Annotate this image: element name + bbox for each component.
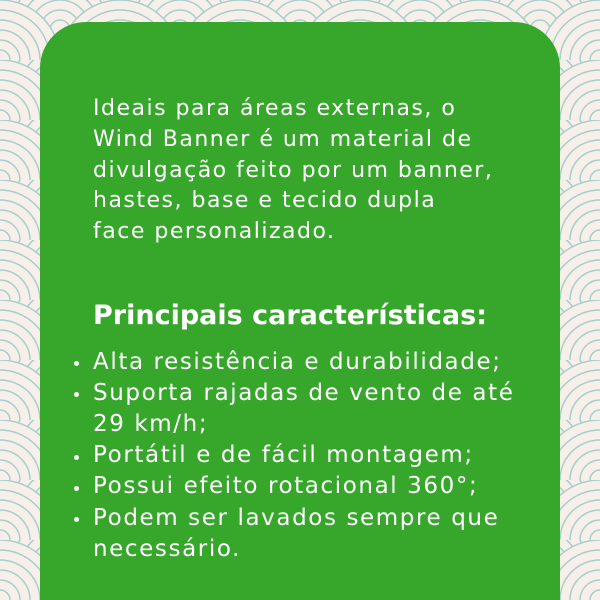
list-item [93,440,514,471]
intro-line: face personalizado. [93,219,336,244]
list-item [93,347,514,378]
bullet-icon [74,455,79,460]
bullet-icon [74,392,79,397]
intro-paragraph [93,94,493,248]
list-item-line: necessário. [93,535,242,562]
bullet-icon [74,517,79,522]
intro-line: divulgação feito por um banner, [93,157,494,183]
bullet-icon [74,486,79,491]
intro-line: hastes, base e tecido dupla [93,188,437,214]
list-item [93,503,514,565]
features-heading: Principais características: [93,300,487,331]
list-item-line: Podem ser lavados sempre que [93,504,500,531]
list-item-line: Suporta rajadas de vento de até [93,379,515,406]
bullet-icon [74,361,79,366]
intro-line: Ideais para áreas externas, o [93,96,457,121]
intro-line: Wind Banner é um material de [93,126,473,152]
list-item-line: Portátil e de fácil montagem; [93,442,474,469]
features-list [93,347,514,565]
list-item [93,471,514,502]
list-item-line: Alta resistência e durabilidade; [93,348,502,375]
list-item [93,378,514,440]
list-item-line: 29 km/h; [93,410,209,437]
info-card [40,22,560,600]
list-item-line: Possui efeito rotacional 360°; [93,473,479,500]
